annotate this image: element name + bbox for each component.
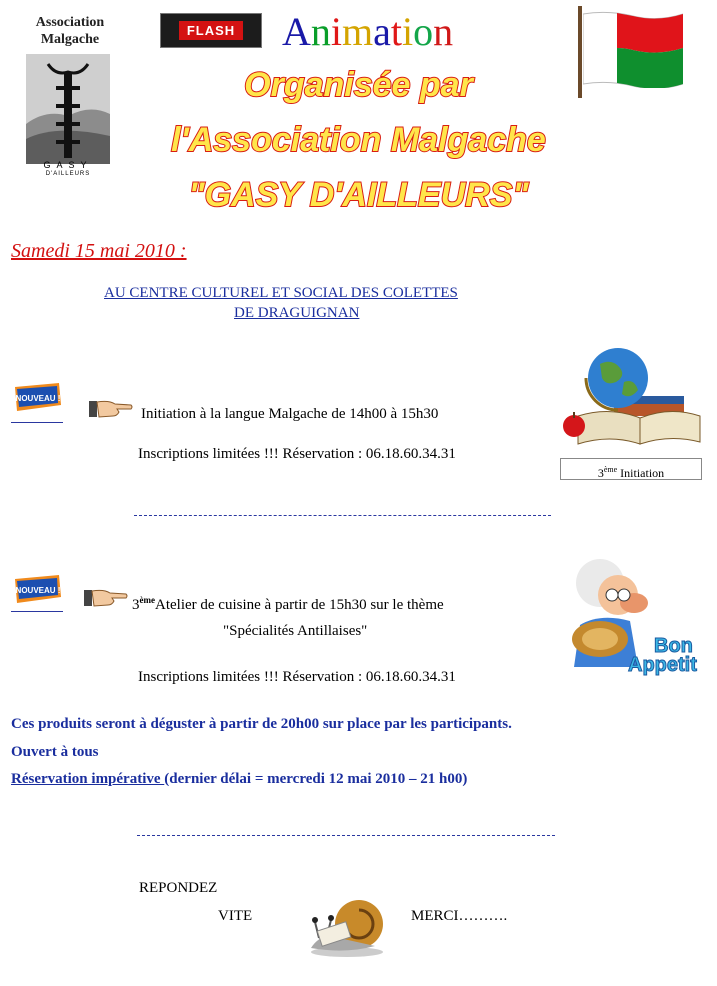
bon-text: Bon — [654, 635, 693, 657]
animation-letter: A — [282, 9, 311, 54]
info-line3 — [11, 771, 467, 788]
separator-dashed-1 — [134, 515, 551, 516]
badge-text: NOUVEAU ! — [15, 394, 61, 403]
place-line2: DE DRAGUIGNAN — [234, 305, 360, 321]
animation-letter: n — [433, 9, 454, 54]
logo-text: GASY — [43, 160, 93, 170]
initiation-caption — [560, 458, 702, 480]
place-line1: AU CENTRE CULTUREL ET SOCIAL DES COLETTES — [104, 285, 458, 301]
event-date: Samedi 15 mai 2010 : — [11, 240, 187, 262]
footer-vite: VITE — [218, 908, 253, 924]
animation-letter: i — [330, 9, 343, 54]
globe-books-image — [560, 342, 702, 458]
animation-letter: m — [342, 9, 374, 54]
section2-theme: "Spécialités Antillaises" — [223, 623, 368, 639]
separator-dashed-2 — [137, 835, 555, 836]
bon-appetit-chef-image — [560, 555, 708, 685]
info-deadline: (dernier délai = mercredi 12 mai 2010 – 21 h00) — [164, 771, 468, 787]
info-reservation-imperative: Réservation impérative — [11, 771, 165, 787]
animation-word — [282, 8, 453, 55]
pointing-hand-icon — [89, 398, 133, 420]
section2-reservation: Inscriptions limitées !!! Réservation : 06.18.60.34.31 — [138, 669, 456, 685]
animation-letter: n — [310, 9, 331, 54]
section2-main: Atelier de cuisine à partir de 15h30 sur le thème — [155, 597, 444, 613]
badge-underline-2 — [11, 611, 63, 612]
association-name — [24, 14, 116, 48]
section2-main-text — [132, 595, 444, 614]
flash-banner — [160, 13, 262, 48]
association-line2: Malgache — [40, 32, 100, 47]
badge-underline — [11, 422, 63, 423]
animation-letter: i — [402, 9, 414, 54]
section1-reservation: Inscriptions limitées !!! Réservation : 06.18.60.34.31 — [138, 446, 456, 462]
title-line3: "GASY D'AILLEURS" — [188, 176, 529, 214]
section2-superscript: ème — [139, 595, 155, 605]
association-line1: Association — [35, 15, 105, 30]
snail-mail-icon — [305, 882, 387, 958]
section1-main-text: Initiation à la langue Malgache de 14h00 à 15h30 — [141, 406, 439, 422]
footer-repondez: REPONDEZ — [139, 880, 218, 896]
caption-superscript: ème — [603, 465, 618, 474]
title-line1: Organisée par — [244, 66, 473, 104]
badge-text-2: NOUVEAU ! — [15, 586, 61, 595]
footer-merci: MERCI………. — [411, 908, 508, 924]
section2-number: 3 — [132, 597, 140, 613]
appetit-text: Appetit — [628, 654, 697, 676]
caption-text: Initiation — [617, 466, 665, 480]
nouveau-badge-icon-2 — [11, 575, 63, 603]
logo-subtext: D'AILLEURS — [45, 171, 91, 177]
info-line2: Ouvert à tous — [11, 744, 99, 760]
title-line2: l'Association Malgache — [171, 121, 546, 159]
animation-letter: a — [373, 9, 391, 54]
animation-letter: t — [390, 9, 403, 54]
caption-number: 3 — [597, 466, 604, 480]
info-line1: Ces produits seront à déguster à partir de 20h00 sur place par les participants. — [11, 716, 512, 732]
animation-letter: o — [413, 9, 434, 54]
nouveau-badge-icon — [11, 383, 63, 411]
pointing-hand-icon-2 — [84, 587, 128, 609]
flash-label: FLASH — [179, 21, 243, 40]
